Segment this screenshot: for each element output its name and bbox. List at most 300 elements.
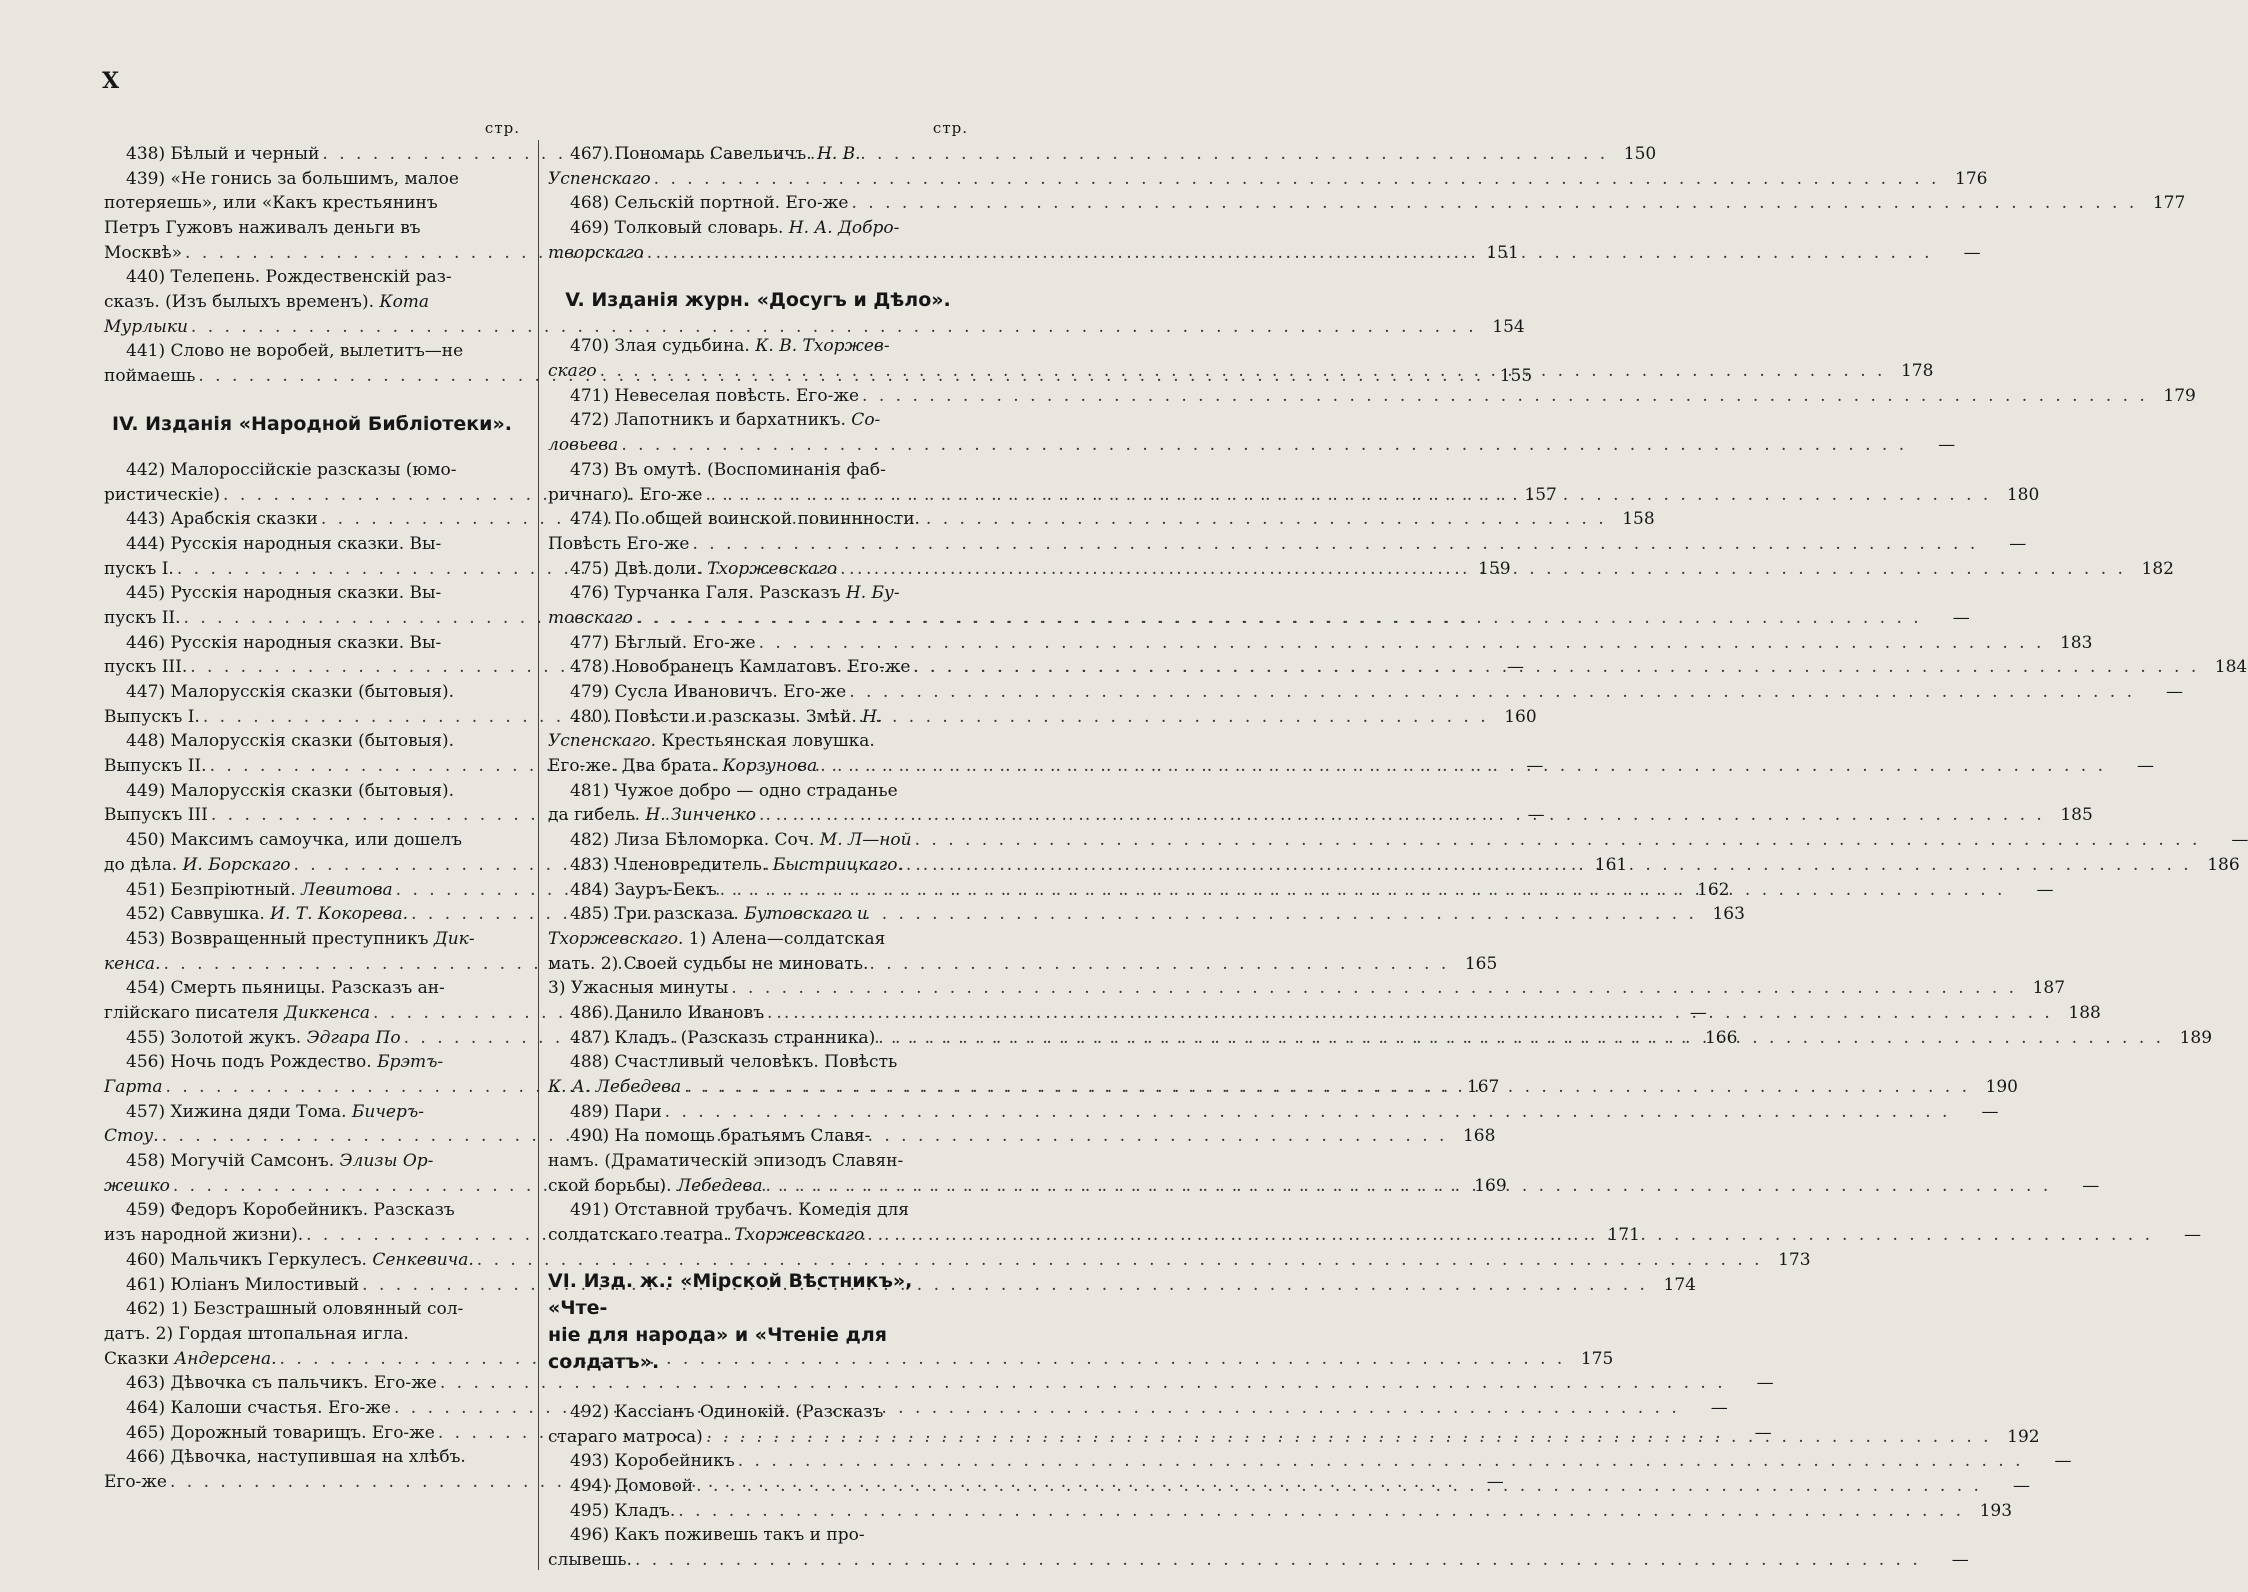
- entry-text: [104, 1149, 433, 1174]
- entry-line: [104, 779, 520, 804]
- entry-line: [104, 927, 520, 952]
- entry-text: [104, 655, 187, 680]
- entry-title-text: Сказки: [104, 1348, 169, 1369]
- entry-title-text: 486) Данило Ивановъ: [570, 1002, 765, 1023]
- entry-line: [104, 680, 520, 705]
- entry-text: [104, 532, 441, 557]
- entry-line: [548, 779, 968, 804]
- catalog-entry: [548, 1001, 2101, 1026]
- page-ref: 190: [1985, 1077, 2018, 1098]
- page-ref: 150: [1623, 143, 1657, 164]
- entry-author: Тхоржевскаго: [701, 558, 838, 579]
- entry-line: [548, 384, 2196, 409]
- entry-author: Лебедева: [671, 1175, 763, 1196]
- entry-text: [104, 952, 160, 977]
- page-ref: 180: [2006, 484, 2040, 505]
- entry-text: [104, 878, 393, 903]
- catalog-entry: [104, 1371, 1774, 1396]
- entry-line: [104, 458, 520, 483]
- entry-author: Быстрицкаго.: [767, 854, 903, 875]
- entry-author: И. Т. Кокорева.: [264, 904, 409, 925]
- entry-text: [104, 142, 319, 167]
- entry-title-text: 456) Ночь подъ Рождество.: [126, 1052, 372, 1073]
- catalog-entry: [548, 828, 2248, 853]
- entry-line: [548, 433, 1956, 458]
- entry-line: [104, 1445, 520, 1470]
- entry-text: [548, 1149, 903, 1174]
- entry-title-text: 484) Зауръ-Бекъ: [570, 879, 717, 900]
- entry-title-text: 482) Лиза Бѣломорка. Соч.: [570, 830, 815, 851]
- page-ref: 182: [2141, 558, 2174, 579]
- catalog-entry: [548, 1499, 2013, 1524]
- entry-text: [104, 1470, 167, 1495]
- page-ref: —: [1507, 657, 1525, 678]
- entry-title-text: до дѣла.: [104, 854, 178, 875]
- entry-title-text: 475) Двѣ доли.: [570, 558, 702, 579]
- entry-text: [548, 483, 703, 508]
- page-ref: —: [1710, 1397, 1728, 1418]
- entry-text: [548, 606, 633, 631]
- entry-title-text: 447) Малорусскія сказки (бытовыя).: [126, 682, 454, 703]
- entry-title-text: 454) Смерть пьяницы. Разсказъ ан-: [126, 978, 445, 999]
- entry-title-text: изъ народной жизни).: [104, 1225, 304, 1246]
- entry-line: [104, 1248, 1811, 1273]
- entry-author: Левитова: [295, 879, 393, 900]
- page-ref: 168: [1462, 1126, 1496, 1147]
- entry-text: [104, 1445, 466, 1470]
- catalog-entry: [548, 779, 2093, 828]
- entry-text: [104, 364, 195, 389]
- page-ref: 174: [1663, 1274, 1696, 1295]
- entry-title-text: ристическіе): [104, 484, 221, 505]
- entry-line: [548, 754, 2155, 779]
- entry-author: Н. В.: [811, 143, 861, 164]
- entry-line: [104, 1322, 520, 1347]
- entry-line: [548, 1474, 2030, 1499]
- entry-author: Брэтъ-: [371, 1052, 444, 1073]
- entry-text: [104, 241, 182, 266]
- entry-title-text: 459) Федоръ Коробейникъ. Разсказъ: [126, 1200, 455, 1221]
- entry-title-text: 495) Кладъ.: [570, 1500, 676, 1521]
- entry-text: [548, 779, 898, 804]
- leader-dots: [756, 803, 2045, 828]
- entry-author: кенса.: [104, 953, 161, 974]
- entry-line: [548, 655, 2248, 680]
- entry-title-text: ской борьбы).: [548, 1175, 672, 1196]
- entry-text: [548, 902, 868, 927]
- entry-title-text: 473) Въ омутѣ. (Воспоминанія фаб-: [570, 459, 886, 480]
- leader-dots: [675, 1499, 1964, 1524]
- entry-line: [104, 828, 520, 853]
- entry-line: [548, 902, 968, 927]
- entry-text: [548, 433, 618, 458]
- entry-text: [104, 1026, 401, 1051]
- entry-line: [548, 1001, 2101, 1026]
- entry-text: [104, 216, 421, 241]
- entry-line: [548, 1449, 2072, 1474]
- entry-title-text: сказъ. (Изъ былыхъ временъ).: [104, 292, 375, 313]
- entry-title-text: 474) По общей воинской повиннности.: [570, 509, 920, 530]
- entry-title-text: потеряешь», или «Какъ крестьянинъ: [104, 193, 438, 214]
- entry-line: [548, 927, 968, 952]
- catalog-entry: [548, 1400, 2040, 1449]
- entry-line: [548, 507, 968, 532]
- entry-text: [548, 952, 868, 977]
- entry-title-text: Повѣсть Его-же: [548, 533, 690, 554]
- entry-line: [104, 216, 520, 241]
- page-number-roman: X: [102, 68, 120, 94]
- entry-text: [104, 1421, 435, 1446]
- entry-text: [548, 729, 875, 754]
- page-ref: 188: [2068, 1002, 2101, 1023]
- entry-title-text: мать. 2) Своей судьбы не миновать.: [548, 953, 869, 974]
- page-ref: —: [2054, 1451, 2072, 1472]
- page-ref: 160: [1504, 706, 1537, 727]
- entry-text: [548, 167, 651, 192]
- entry-title-text: стараго матроса): [548, 1426, 703, 1447]
- leader-dots: [764, 1001, 2053, 1026]
- entry-text: [104, 339, 463, 364]
- entry-text: [104, 483, 220, 508]
- catalog-entry: [548, 1449, 2072, 1474]
- entry-text: [104, 1124, 159, 1149]
- section-heading: [548, 287, 968, 314]
- entry-author: жешко: [104, 1175, 170, 1196]
- entry-text: [548, 1449, 735, 1474]
- entry-line: [548, 409, 968, 434]
- entry-line: [104, 315, 1525, 340]
- entry-line: [548, 532, 2027, 557]
- entry-text: [104, 265, 452, 290]
- catalog-entry: [548, 1474, 2030, 1499]
- entry-text: [548, 408, 880, 433]
- catalog-entry: [548, 1523, 1969, 1572]
- entry-line: [548, 680, 2184, 705]
- leader-dots: [632, 1548, 1921, 1573]
- entry-text: [548, 557, 837, 582]
- page-ref: —: [1689, 1002, 1707, 1023]
- entry-text: [104, 729, 454, 754]
- entry-text: [548, 334, 890, 359]
- entry-title-text: 462) 1) Безстрашный оловянный сол-: [126, 1299, 464, 1320]
- catalog-entry: [548, 581, 1970, 630]
- entry-text: [548, 976, 728, 1001]
- page-ref: —: [2231, 830, 2248, 851]
- page-ref: 177: [2152, 193, 2186, 214]
- page-ref: 161: [1594, 854, 1628, 875]
- entry-text: [104, 976, 445, 1001]
- catalog-entry: [548, 191, 2186, 216]
- entry-author: Кота: [374, 292, 430, 313]
- entry-author: Стоу.: [104, 1126, 159, 1147]
- entry-line: [548, 1425, 2040, 1450]
- entry-title-text: Москвѣ»: [104, 242, 183, 263]
- entry-title-text: слывешь.: [548, 1549, 632, 1570]
- entry-text: [548, 1124, 870, 1149]
- entry-title-text: 457) Хижина дяди Тома.: [126, 1101, 347, 1122]
- leader-dots: [618, 433, 1907, 458]
- page-ref: —: [2036, 879, 2054, 900]
- entry-line: [104, 976, 520, 1001]
- entry-line: [104, 1297, 520, 1322]
- entry-title-text: 491) Отставной трубачъ. Комедія для: [570, 1200, 909, 1221]
- leader-dots: [817, 754, 2106, 779]
- page-ref: 183: [2059, 632, 2093, 653]
- leader-dots: [597, 359, 1886, 384]
- entry-title-text: 469) Толковый словарь.: [570, 218, 784, 239]
- entry-title-text: 449) Малорусскія сказки (бытовыя).: [126, 780, 454, 801]
- section-heading-line: VI. Изд. ж.: «Мірской Вѣстникъ», «Чте-: [548, 1269, 913, 1319]
- entry-text: [548, 878, 717, 903]
- entry-line: [104, 265, 520, 290]
- entry-title-text: 463) Дѣвочка съ пальчикъ. Его-же: [126, 1373, 437, 1394]
- entry-line: [104, 167, 520, 192]
- entry-line: [548, 705, 968, 730]
- entry-title-text: Выпускъ III: [104, 805, 208, 826]
- page-ref: 158: [1622, 509, 1655, 530]
- entry-title-text: глійскаго писателя: [104, 1002, 279, 1023]
- entry-title-text: 446) Русскія народныя сказки. Вы-: [126, 632, 442, 653]
- page-ref: —: [1951, 1549, 1969, 1570]
- entry-title-text: 472) Лапотникъ и бархатникъ.: [570, 410, 846, 431]
- entry-text: [104, 853, 290, 878]
- page-ref: 185: [2060, 805, 2093, 826]
- entry-author: Успенскаго.: [548, 731, 657, 752]
- entry-author: Мурлыки: [104, 316, 188, 337]
- page-ref: —: [1963, 242, 1981, 263]
- section-heading: [548, 1268, 968, 1376]
- page-column-header: стр.: [932, 119, 968, 137]
- entry-text: [104, 1198, 455, 1223]
- entry-line: [104, 290, 520, 315]
- entry-author: Эдгара По: [301, 1027, 401, 1048]
- entry-text: [548, 359, 597, 384]
- catalog-entry: [548, 655, 2248, 680]
- entry-text: [104, 1174, 170, 1199]
- page-ref: 187: [2032, 978, 2066, 999]
- entry-title-text: 478) Новобранецъ Камлатовъ. Его-же: [570, 657, 911, 678]
- entry-title-text: 496) Какъ поживешь такъ и про-: [570, 1525, 865, 1546]
- entry-author: Н. Бу-: [840, 583, 900, 604]
- entry-title-text: Петръ Гужовъ наживалъ деньги въ: [104, 218, 421, 239]
- leader-dots: [875, 1026, 2164, 1051]
- page-ref: 193: [1979, 1500, 2013, 1521]
- leader-dots: [903, 853, 2192, 878]
- entry-text: [104, 1223, 303, 1248]
- entry-title-text: 3) Ужасныя минуты: [548, 978, 729, 999]
- page-ref: 169: [1474, 1175, 1507, 1196]
- entry-author: Корзунова: [716, 756, 818, 777]
- section-heading: [104, 411, 520, 438]
- entry-text: [104, 507, 318, 532]
- page-ref: 179: [2163, 385, 2196, 406]
- entry-author: Дик-: [428, 928, 475, 949]
- entry-line: [548, 167, 1988, 192]
- entry-line: [548, 191, 2186, 216]
- entry-text: [548, 1548, 632, 1573]
- entry-author: ловьева: [548, 435, 619, 456]
- page-ref: —: [2184, 1225, 2201, 1246]
- catalog-entry: [548, 680, 2184, 705]
- entry-title-text: 485) Три разсказа.: [570, 904, 739, 925]
- entry-line: [104, 1149, 520, 1174]
- entry-author: Н.: [856, 706, 883, 727]
- entry-author: К. А. Лебедева: [548, 1077, 682, 1098]
- page-ref: 175: [1580, 1348, 1614, 1369]
- entry-author: Андерсена.: [169, 1348, 277, 1369]
- entry-author: Тхоржевскаго: [728, 1225, 865, 1246]
- entry-text: [104, 1001, 370, 1026]
- entry-text: [104, 1075, 163, 1100]
- entry-title-text: 453) Возвращенный преступникъ: [126, 928, 429, 949]
- entry-text: [104, 803, 208, 828]
- entry-title-text: 494) Домовой: [570, 1475, 694, 1496]
- page-ref: 192: [2007, 1426, 2040, 1447]
- entry-line: [548, 216, 968, 241]
- leader-dots: [693, 1474, 1982, 1499]
- entry-title-text: 487) Кладъ. (Разсказъ странника): [570, 1027, 876, 1048]
- page-ref: 151: [1486, 242, 1519, 263]
- entry-title-text: 477) Бѣглый. Его-же: [570, 632, 756, 653]
- leader-dots: [703, 483, 1992, 508]
- entry-line: [548, 1499, 2013, 1524]
- entry-text: [548, 532, 689, 557]
- entry-title-text: Крестьянская ловушка.: [656, 731, 875, 752]
- entry-line: [104, 1100, 520, 1125]
- entry-text: [104, 902, 408, 927]
- entry-title-text: пускъ I.: [104, 558, 174, 579]
- section-heading-line: IV. Изданія «Народной Библіотеки».: [112, 412, 512, 435]
- catalog-entry: [104, 581, 520, 630]
- page-ref: 176: [1955, 168, 1988, 189]
- page-ref: 167: [1466, 1077, 1500, 1098]
- entry-text: [548, 1001, 764, 1026]
- entry-text: [548, 1223, 864, 1248]
- entry-text: [104, 458, 456, 483]
- page-ref: 157: [1524, 484, 1557, 505]
- page-ref: 171: [1607, 1225, 1640, 1246]
- entry-title-text: Его-же: [104, 1472, 167, 1493]
- page-ref: 159: [1478, 558, 1511, 579]
- page-ref: —: [2012, 1475, 2030, 1496]
- entry-text: [104, 290, 429, 315]
- leader-dots: [644, 241, 1933, 266]
- page-ref: —: [1486, 1472, 1504, 1493]
- page-ref: —: [2009, 533, 2027, 554]
- page-ref: 173: [1778, 1249, 1811, 1270]
- page-ref: —: [1938, 435, 1956, 456]
- entry-line: [548, 1100, 1999, 1125]
- entry-title-text: пускъ III.: [104, 657, 188, 678]
- entry-title-text: 465) Дорожный товарищъ. Его-же: [126, 1422, 435, 1443]
- entry-text: [104, 754, 207, 779]
- entry-text: [104, 927, 475, 952]
- entry-text: [104, 631, 441, 656]
- entry-line: [548, 828, 2248, 853]
- entry-title-text: 455) Золотой жукъ.: [126, 1027, 302, 1048]
- entry-line: [104, 340, 520, 365]
- entry-title-text: 483) Членовредитель.: [570, 854, 768, 875]
- entry-line: [548, 976, 2066, 1001]
- entry-title-text: пускъ II.: [104, 607, 181, 628]
- entry-author: Диккенса: [278, 1002, 371, 1023]
- leader-dots: [735, 1449, 2024, 1474]
- entry-title-text: 471) Невеселая повѣсть. Его-же: [570, 385, 860, 406]
- entry-author: М. Л—ной: [814, 830, 912, 851]
- entry-title-text: Выпускъ II.: [104, 756, 207, 777]
- page-ref: —: [1527, 805, 1545, 826]
- page-ref: —: [2137, 756, 2155, 777]
- entry-line: [104, 631, 520, 656]
- entry-text: [104, 1273, 359, 1298]
- entry-title-text: 448) Малорусскія сказки (бытовыя).: [126, 731, 454, 752]
- entry-line: [548, 1050, 968, 1075]
- catalog-entry: [104, 1248, 1811, 1273]
- page-ref: 184: [2214, 657, 2248, 678]
- entry-title-text: 470) Злая судьбина.: [570, 336, 750, 357]
- entry-text: [104, 191, 438, 216]
- entry-author: Н. Зинченко: [640, 805, 756, 826]
- leader-dots: [762, 1174, 2051, 1199]
- entry-author: скаго: [548, 361, 597, 382]
- entry-line: [104, 606, 520, 631]
- entry-title-text: солдатскаго театра.: [548, 1225, 729, 1246]
- page-ref: —: [2166, 682, 2184, 703]
- entry-author: Со-: [845, 410, 881, 431]
- entry-line: [548, 1400, 968, 1425]
- entry-text: [104, 1347, 277, 1372]
- entry-author: творскаго: [548, 242, 644, 263]
- entry-text: [104, 557, 174, 582]
- page-ref: —: [2082, 1175, 2100, 1196]
- entry-title-text: 492) Кассіанъ Одинокій. (Разсказъ: [570, 1401, 884, 1422]
- entry-title-text: датъ. 2) Гордая штопальная игла.: [104, 1323, 409, 1344]
- entry-author: Сенкевича.: [366, 1249, 474, 1270]
- entry-line: [548, 458, 968, 483]
- entry-text: [548, 458, 886, 483]
- leader-dots: [846, 680, 2135, 705]
- page-ref: 165: [1464, 953, 1498, 974]
- entry-author: Бутовскаго и: [738, 904, 868, 925]
- entry-author: Успенскаго: [548, 168, 651, 189]
- entry-title-text: 489) Пари: [570, 1101, 662, 1122]
- entry-text: [104, 581, 441, 606]
- leader-dots: [728, 976, 2017, 1001]
- entry-text: [548, 631, 756, 656]
- entry-text: [548, 1100, 662, 1125]
- leader-dots: [864, 1223, 2153, 1248]
- entry-text: [548, 1198, 909, 1223]
- entry-title-text: 451) Безпріютный.: [126, 879, 296, 900]
- entry-title-text: 442) Малороссійскіе разсказы (юмо-: [126, 459, 457, 480]
- catalog-entry: [548, 409, 1956, 458]
- entry-line: [104, 729, 520, 754]
- entry-text: [104, 1322, 409, 1347]
- leader-dots: [717, 878, 2006, 903]
- entry-title-text: 464) Калоши счастья. Его-же: [126, 1397, 391, 1418]
- page-ref: —: [1981, 1101, 1999, 1122]
- entry-line: [548, 334, 968, 359]
- page-ref: 186: [2207, 854, 2240, 875]
- entry-line: [548, 606, 1970, 631]
- entry-title-text: 490) На помощь братьямъ Славя-: [570, 1126, 871, 1147]
- page-ref: 178: [1900, 361, 1934, 382]
- entry-author: Гарта: [104, 1077, 163, 1098]
- entry-title-text: 450) Максимъ самоучка, или дошелъ: [126, 830, 462, 851]
- entry-title-text: Выпускъ I.: [104, 706, 200, 727]
- section-heading-line: V. Изданія журн. «Досугъ и Дѣло».: [565, 289, 951, 312]
- entry-line: [548, 1199, 968, 1224]
